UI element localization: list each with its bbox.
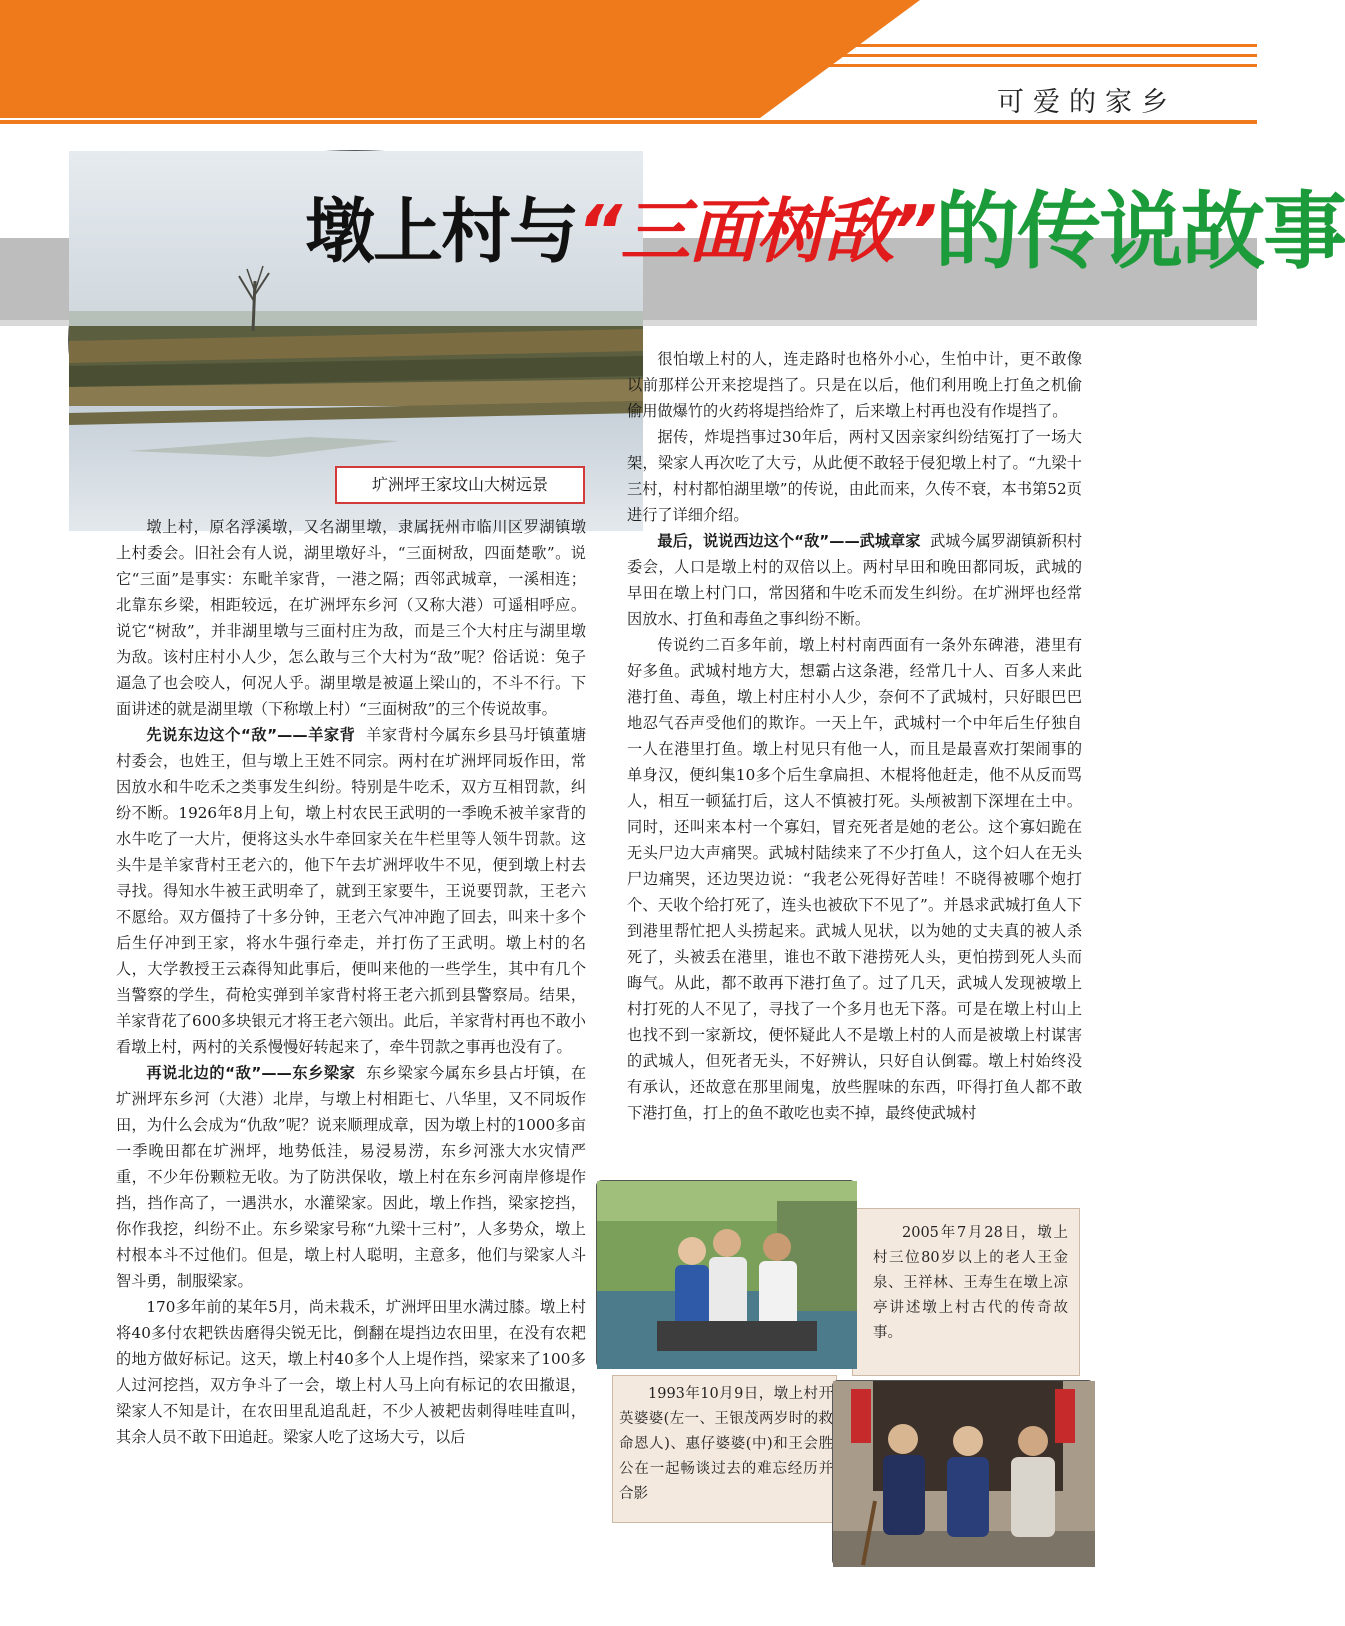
paragraph (116, 1060, 586, 1294)
title-part-legend: 的传说故事 (935, 182, 1345, 281)
header-orange-block (0, 0, 920, 118)
paragraph: 传说约二百多年前，墩上村村南西面有一条外东碑港，港里有好多鱼。武城村地方大，想霸占这条港，经常几十人、百多人来此港打鱼、毒鱼，墩上村庄村小人少，奈何不了武城村，只好眼巴巴地忍气吞声受他们的欺诈。一天上午，武城村一个中年后生仔独自一人在港里打鱼。墩上村见只有他一人，而且是最喜欢打架闹事的单身汉，便纠集10多个后生拿扁担、木棍将他赶走，他不从反而骂人，相互一顿猛打后，这人不慎被打死。头颅被割下深埋在土中。同时，还叫来本村一个寡妇，冒充死者是她的老公。这个寡妇跪在无头尸边大声痛哭。武城村陆续来了不少打鱼人，这个妇人在无头尸边痛哭，还边哭边说：“我老公死得好苦哇！不晓得被哪个炮打个、天收个给打死了，连头也被砍下不见了”。并恳求武城打鱼人下到港里帮忙把人头捞起来。武城人见状，以为她的丈夫真的被人杀死了，头被丢在港里，谁也不敢下港捞死人头，更怕捞到死人头而晦气。从此，都不敢再下港打鱼了。过了几天，武城人发现被墩上村打死的人不见了，寻找了一个多月也无下落。可是在墩上村山上也找不到一家新坟，便怀疑此人不是墩上村的人而是被墩上村谋害的武城人，但死者无头，不好辨认，只好自认倒霉。墩上村始终没有承认，还故意在那里闹鬼，放些腥味的东西，吓得打鱼人都不敢下港打鱼，打上的鱼不敢吃也卖不掉，最终使武城村 (627, 636, 1082, 1122)
elders-photo (596, 1180, 856, 1368)
paragraph (627, 528, 1082, 632)
women-photo-image (833, 1381, 1095, 1567)
elders-photo-image (597, 1181, 857, 1369)
subheading: 先说东边这个“敌”——羊家背 (146, 726, 356, 744)
right-column (627, 346, 1082, 1126)
paragraph: 据传，炸堤挡事过30年后，两村又因亲家纠纷结冤打了一场大架，梁家人再次吃了大亏，从此便不敢轻于侵犯墩上村了。“九梁十三村，村村都怕湖里墩”的传说，由此而来，久传不衰，本书第52页进行了详细介绍。 (627, 428, 1082, 524)
title-part-village: 墩上村与 (305, 190, 577, 273)
header-rule (0, 120, 1257, 124)
paragraph: 很怕墩上村的人，连走路时也格外小心，生怕中计，更不敢像以前那样公开来挖堤挡了。只是在以后，他们利用晚上打鱼之机偷偷用做爆竹的火药将堤挡给炸了，后来墩上村再也没有作堤挡了。 (627, 350, 1082, 420)
women-photo (832, 1380, 1094, 1566)
title-part-enemies: “三面树敌” (577, 190, 936, 273)
header-rule (0, 44, 1257, 47)
paragraph-body: 东乡梁家今属东乡县占圩镇，在圹洲坪东乡河（大港）北岸，与墩上村相距七、八华里，又不同坂作田，为什么会成为“仇敌”呢？说来顺理成章，因为墩上村的1000多亩一季晚田都在圹洲坪，地势低洼，易浸易涝，东乡河涨大水灾情严重，不少年份颗粒无收。为了防洪保收，墩上村在东乡河南岸修堤作挡，挡作高了，一遇洪水，水灌梁家。因此，墩上作挡，梁家挖挡，你作我挖，纠纷不止。东乡梁家号称“九梁十三村”，人多势众，墩上村根本斗不过他们。但是，墩上村人聪明，主意多，他们与梁家人斗智斗勇，制服梁家。 (116, 1064, 587, 1290)
header-rule (0, 54, 1257, 57)
elders-caption: 2005年7月28日，墩上村三位80岁以上的老人王金泉、王祥林、王寿生在墩上凉亭讲述墩上村古代的传奇故事。 (873, 1225, 1068, 1341)
landscape-caption: 圹洲坪王家坟山大树远景 (335, 466, 585, 504)
women-caption-box (612, 1375, 837, 1523)
section-label: 可爱的家乡 (997, 87, 1177, 118)
paragraph-body: 羊家背村今属东乡县马圩镇董塘村委会，也姓王，但与墩上王姓不同宗。两村在圹洲坪同坂作田，常因放水和牛吃禾之类事发生纠纷。特别是牛吃禾，双方互相罚款，纠纷不断。1926年8月上旬，墩上村农民王武明的一季晚禾被羊家背的水牛吃了一大片，便将这头水牛牵回家关在牛栏里等人领牛罚款。这头牛是羊家背村王老六的，他下午去圹洲坪收牛不见，便到墩上村去寻找。得知水牛被王武明牵了，就到王家要牛，王说要罚款，王老六不愿给。双方僵持了十多分钟，王老六气冲冲跑了回去，叫来十多个后生仔冲到王家，将水牛强行牵走，并打伤了王武明。墩上村的名人，大学教授王云森得知此事后，便叫来他的一些学生，其中有几个当警察的学生，荷枪实弹到羊家背村将王老六抓到县警察局。结果，羊家背花了600多块银元才将王老六领出。此后，羊家背村再也不敢小看墩上村，两村的关系慢慢好转起来了，牵牛罚款之事再也没有了。 (116, 726, 587, 1056)
paragraph: 墩上村，原名浮溪墩，又名湖里墩，隶属抚州市临川区罗湖镇墩上村委会。旧社会有人说，湖里墩好斗，“三面树敌，四面楚歌”。说它“三面”是事实：东毗羊家背，一港之隔；西邻武城章，一溪相连；北靠东乡梁，相距较远，在圹洲坪东乡河（又称大港）可遥相呼应。说它“树敌”，并非湖里墩与三面村庄为敌，而是三个大村庄与湖里墩为敌。该村庄村小人少，怎么敢与三个大村为“敌”呢？俗话说：兔子逼急了也会咬人，何况人乎。湖里墩是被逼上梁山的，不斗不行。下面讲述的就是湖里墩（下称墩上村）“三面树敌”的三个传说故事。 (116, 518, 586, 718)
elders-caption-box (852, 1208, 1080, 1376)
paragraph: 170多年前的某年5月，尚未栽禾，圹洲坪田里水满过膝。墩上村将40多付农耙铁齿磨得尖锐无比，倒翻在堤挡边农田里，在没有农耙的地方做好标记。这天，墩上村40多个人上堤作挡，梁家来了100多人过河挖挡，双方争斗了一会，墩上村人马上向有标记的农田撤退，梁家人不知是计，在农田里乱追乱赶，不少人被耙齿刺得哇哇直叫，其余人员不敢下田追赶。梁家人吃了这场大亏，以后 (116, 1298, 586, 1446)
paragraph-body: 武城今属罗湖镇新积村委会，人口是墩上村的双倍以上。两村早田和晚田都同坂，武城的早田在墩上村门口，常因猪和牛吃禾而发生纠纷。在圹洲坪也经常因放水、打鱼和毒鱼之事纠纷不断。 (627, 532, 1083, 628)
paragraph (116, 722, 586, 1060)
women-caption: 1993年10月9日，墩上村开英婆婆(左一、王银茂两岁时的救命恩人)、惠仔婆婆(中)和王会胜公在一起畅谈过去的难忘经历并合影 (619, 1386, 833, 1502)
left-column (116, 514, 586, 1450)
subheading: 最后，说说西边这个“敌”——武城章家 (657, 532, 921, 550)
subheading: 再说北边的“敌”——东乡梁家 (146, 1064, 356, 1082)
article-title (305, 176, 1345, 286)
header-rule (0, 64, 1257, 67)
